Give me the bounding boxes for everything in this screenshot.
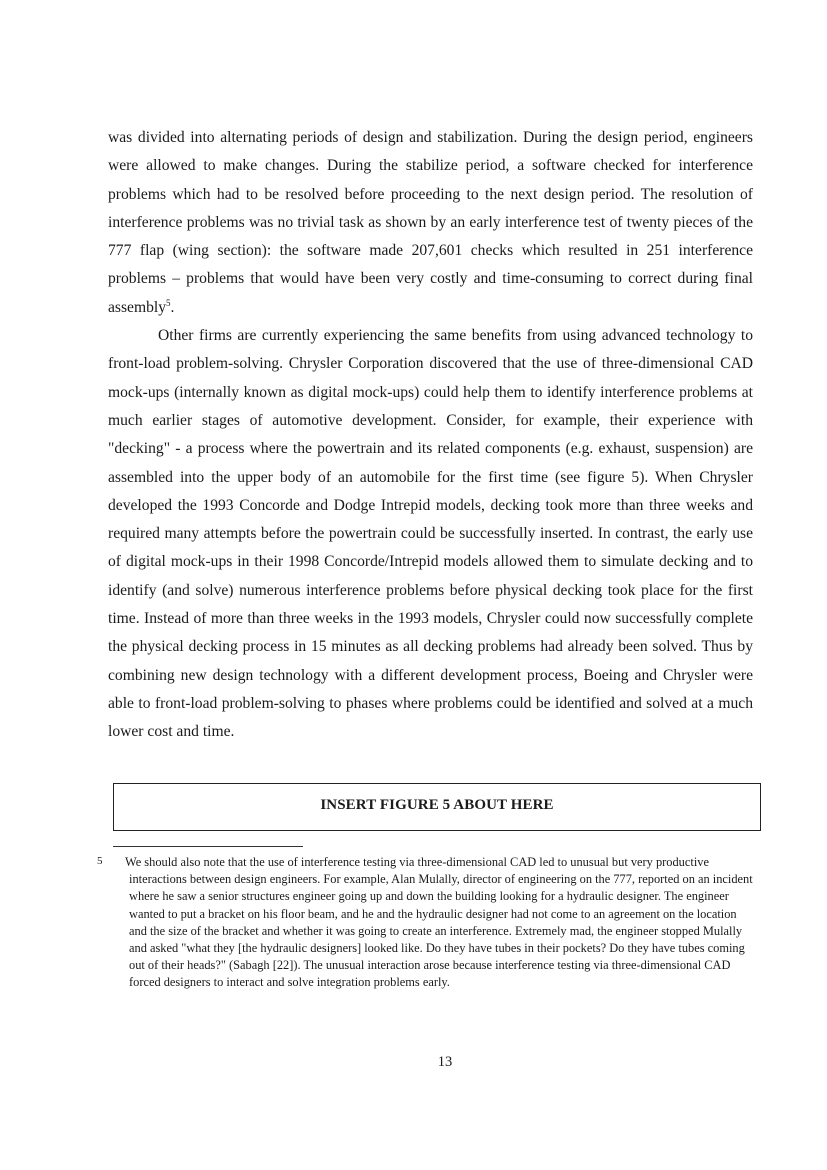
figure-placeholder-label: INSERT FIGURE 5 ABOUT HERE [320, 796, 554, 813]
paragraph-1 [108, 124, 753, 322]
footnote [97, 853, 753, 992]
footnote-divider [113, 846, 303, 847]
footnote-text: We should also note that the use of interference testing via three-dimensional CAD led to unusual but very productive interactions between design engineers. For example, Alan Mulally, director of engineering on the 777, reported on an incident where he saw a senior structures engineer going up and down the building looking for a hydraulic designer. The engineer wanted to put a bracket on his floor beam, and he and the hydraulic designer had not come to an agreement on the location and the size of the bracket and whether it was going to create an interference. Extremely mad, the engineer stopped Mulally and asked "what they [the hydraulic designers] looked like. Do they have tubes in their pockets? Do they have tubes coming out of their heads?" (Sabagh [22]). The unusual interaction arose because interference testing via three-dimensional CAD forced designers to interact and solve integration problems early. [125, 855, 753, 990]
body-text [108, 124, 753, 747]
footnote-reference: 5 [166, 297, 171, 308]
footnote-marker: 5 [97, 855, 103, 867]
paragraph-1-end: . [170, 298, 175, 316]
figure-placeholder-box [113, 783, 761, 831]
paragraph-2: Other firms are currently experiencing the same benefits from using advanced technology to front-load problem-solving. Chrysler Corporation discovered that the use of three-dimensional CAD mock-ups (internally known as digital mock-ups) could help them to identify interference problems at much earlier stages of automotive development. Consider, for example, their experience with "decking" - a process where the powertrain and its related components (e.g. exhaust, suspension) are assembled into the upper body of an automobile for the first time (see figure 5). When Chrysler developed the 1993 Concorde and Dodge Intrepid models, decking took more than three weeks and required many attempts before the powertrain could be successfully inserted. In contrast, the early use of digital mock-ups in their 1998 Concorde/Intrepid models allowed them to simulate decking and to identify (and solve) numerous interference problems before physical decking took place for the first time. Instead of more than three weeks in the 1993 models, Chrysler could now successfully complete the physical decking process in 15 minutes as all decking problems had already been solved. Thus by combining new design technology with a different development process, Boeing and Chrysler were able to front-load problem-solving to phases where problems could be identified and solved at a much lower cost and time. [108, 327, 753, 741]
paragraph-1-text: was divided into alternating periods of design and stabilization. During the design period, engineers were allowed to make changes. During the stabilize period, a software checked for interference problems which had to be resolved before proceeding to the next design period. The resolution of interference problems was no trivial task as shown by an early interference test of twenty pieces of the 777 flap (wing section): the software made 207,601 checks which resulted in 251 interference problems – problems that would have been very costly and time-consuming to correct during final assembly [108, 129, 753, 316]
page-number: 13 [437, 1054, 453, 1070]
